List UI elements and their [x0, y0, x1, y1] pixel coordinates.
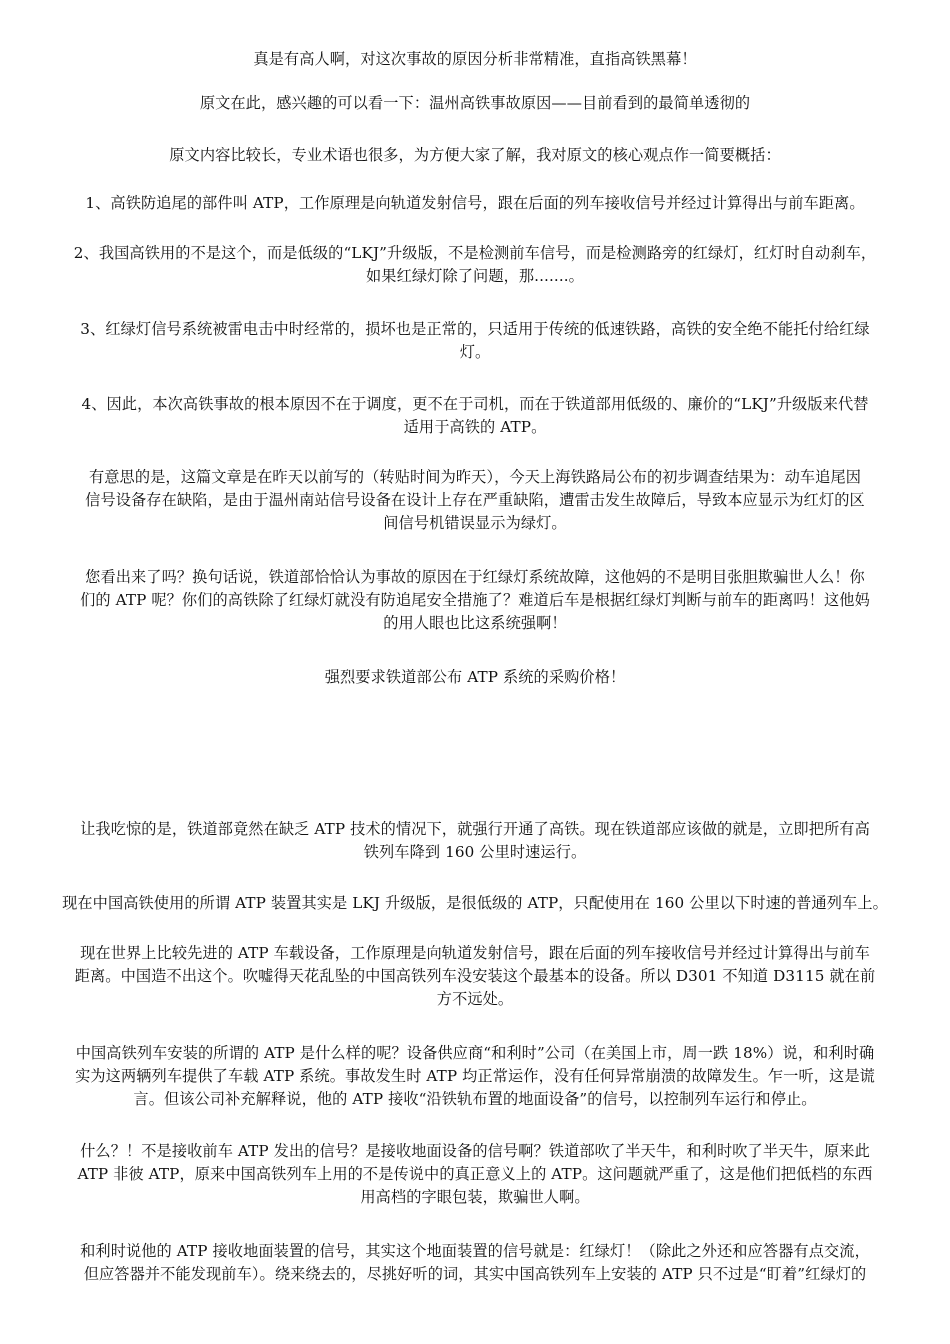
paragraph-point-2	[44, 242, 906, 288]
text-line: 有意思的是，这篇文章是在昨天以前写的（转贴时间为昨天），今天上海铁路局公布的初步调查结果为：动车追尾因	[88, 468, 862, 486]
paragraph-advanced-atp	[44, 942, 906, 1011]
text-line: 间信号机错误显示为绿灯。	[383, 514, 567, 532]
text-line: 实为这两辆列车提供了车载 ATP 系统。事故发生时 ATP 均正常运作，没有任何异常崩溃的故障发生。乍一听，这是谎	[75, 1067, 875, 1085]
text-line: 什么？！不是接收前车 ATP 发出的信号？是接收地面设备的信号啊？铁道部吹了半天牛，和利时吹了半天牛，原来此	[80, 1142, 870, 1160]
paragraph-demand	[44, 666, 906, 689]
text-line: 强烈要求铁道部公布 ATP 系统的采购价格！	[324, 668, 626, 686]
text-line: 4、因此，本次高铁事故的根本原因不在于调度，更不在于司机，而在于铁道部用低级的、廉价的“LKJ”升级版来代替	[81, 395, 869, 413]
paragraph-surprise	[44, 818, 906, 864]
text-line: 原文在此，感兴趣的可以看一下：温州高铁事故原因——目前看到的最简单透彻的	[199, 94, 751, 112]
text-line: 如果红绿灯除了问题，那.......。	[366, 267, 584, 285]
text-line: 2、我国高铁用的不是这个，而是低级的“LKJ”升级版，不是检测前车信号，而是检测路旁的红绿灯，红灯时自动刹车，	[73, 244, 877, 262]
text-line: 适用于高铁的 ATP。	[403, 418, 547, 436]
text-line: 中国高铁列车安装的所谓的 ATP 是什么样的呢？设备供应商“和利时”公司（在美国上市，周一跌 18%）说，和利时确	[75, 1044, 875, 1062]
text-line: 用高档的字眼包装，欺骗世人啊。	[360, 1188, 590, 1206]
text-line: 方不远处。	[436, 990, 514, 1008]
text-line: 灯。	[459, 343, 491, 361]
text-line: 言。但该公司补充解释说，他的 ATP 接收“沿铁轨布置的地面设备”的信号，以控制列车运行和停止。	[133, 1090, 817, 1108]
text-line: 和利时说他的 ATP 接收地面装置的信号，其实这个地面装置的信号就是：红绿灯！（除此之外还和应答器有点交流，	[80, 1242, 870, 1260]
text-line: 真是有高人啊，对这次事故的原因分析非常精准，直指高铁黑幕！	[253, 50, 697, 68]
paragraph-point-3	[44, 318, 906, 364]
text-line: 距离。中国造不出这个。吹嘘得天花乱坠的中国高铁列车没安装这个最基本的设备。所以 D301 不知道 D3115 就在前	[74, 967, 876, 985]
paragraph-summary-intro	[44, 144, 906, 167]
text-line: 但应答器并不能发现前车）。绕来绕去的，尽挑好听的词，其实中国高铁列车上安装的 ATP 只不过是“盯着”红绿灯的	[83, 1265, 867, 1283]
paragraph-point-4	[44, 393, 906, 439]
paragraph-what	[44, 1140, 906, 1209]
text-line: 们的 ATP 呢？你们的高铁除了红绿灯就没有防追尾安全措施了？难道后车是根据红绿灯判断与前车的距离吗！这他妈	[80, 591, 870, 609]
text-line: 的用人眼也比这系统强啊！	[383, 614, 567, 632]
text-line: 您看出来了吗？换句话说，铁道部恰恰认为事故的原因在于红绿灯系统故障，这他妈的不是明目张胆欺骗世人么！你	[85, 568, 865, 586]
text-line: 1、高铁防追尾的部件叫 ATP，工作原理是向轨道发射信号，跟在后面的列车接收信号并经过计算得出与前车距离。	[85, 194, 865, 212]
paragraph-point-1	[44, 192, 906, 215]
text-line: ATP 非彼 ATP，原来中国高铁列车上用的不是传说中的真正意义上的 ATP。这问题就严重了，这是他们把低档的东西	[77, 1165, 873, 1183]
paragraph-hollysys	[44, 1042, 906, 1111]
paragraph-investigation	[44, 466, 906, 535]
text-line: 让我吃惊的是，铁道部竟然在缺乏 ATP 技术的情况下，就强行开通了高铁。现在铁道部应该做的就是，立即把所有高	[80, 820, 870, 838]
paragraph-intro	[44, 48, 906, 71]
text-line: 铁列车降到 160 公里时速运行。	[363, 843, 587, 861]
text-line: 信号设备存在缺陷，是由于温州南站信号设备在设计上存在严重缺陷，遭雷击发生故障后，导致本应显示为红灯的区	[85, 491, 865, 509]
text-line: 现在中国高铁使用的所谓 ATP 装置其实是 LKJ 升级版，是很低级的 ATP，只配使用在 160 公里以下时速的普通列车上。	[62, 894, 888, 912]
paragraph-source	[44, 92, 906, 115]
paragraph-lkj-upgrade	[44, 892, 906, 915]
paragraph-question	[44, 566, 906, 635]
text-line: 3、红绿灯信号系统被雷电击中时经常的，损坏也是正常的，只适用于传统的低速铁路，高铁的安全绝不能托付给红绿	[80, 320, 870, 338]
text-line: 原文内容比较长，专业术语也很多，为方便大家了解，我对原文的核心观点作一简要概括：	[169, 146, 781, 164]
text-line: 现在世界上比较先进的 ATP 车载设备，工作原理是向轨道发射信号，跟在后面的列车接收信号并经过计算得出与前车	[80, 944, 870, 962]
paragraph-ground-signal	[44, 1240, 906, 1286]
